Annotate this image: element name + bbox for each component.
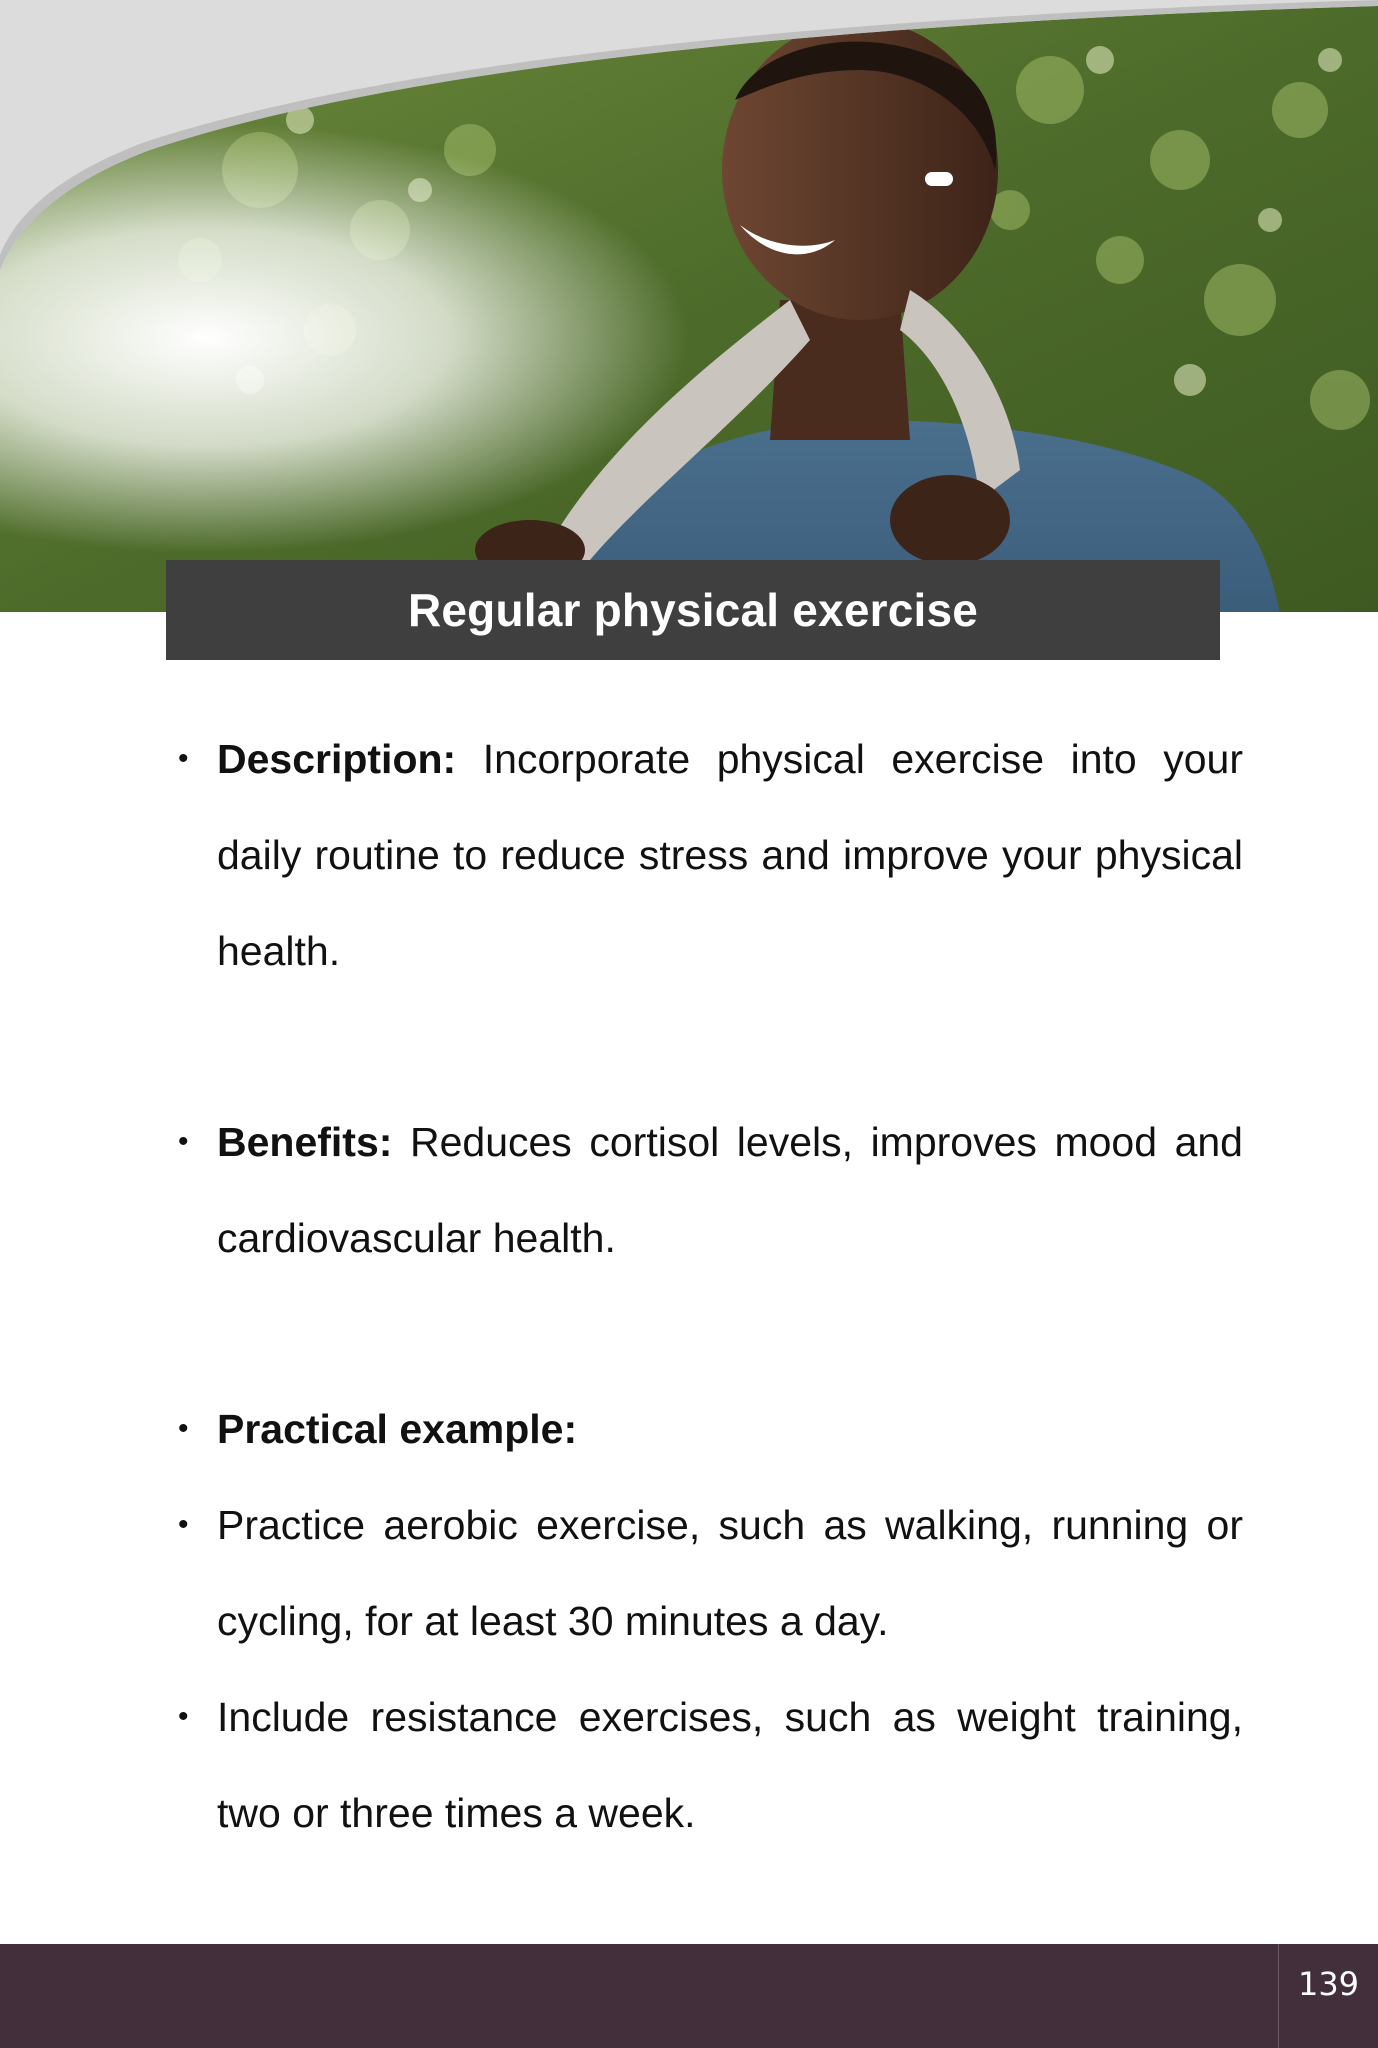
list-item-aerobic [172, 1477, 1243, 1669]
item-label: Description: [217, 736, 457, 782]
item-text: Include resistance exercises, such as weight training, two or three times a week. [217, 1694, 1243, 1836]
section-title: Regular physical exercise [407, 584, 979, 636]
list-item-benefits [172, 1094, 1243, 1286]
bullet-icon: • [178, 1508, 189, 1541]
hero-photo [0, 0, 1378, 615]
bullet-icon: • [178, 742, 189, 775]
footer-bar [0, 1944, 1378, 2048]
item-label: Practical example: [217, 1406, 578, 1452]
item-label: Benefits: [217, 1119, 393, 1165]
bullet-icon: • [178, 1412, 189, 1445]
list-item-resistance [172, 1669, 1243, 1861]
page-number: 139 [1297, 1965, 1360, 2003]
section-title-bar [166, 560, 1220, 660]
list-item-practical-example [172, 1381, 1243, 1477]
item-text: Reduces cortisol levels, improves mood and cardiovascular health. [217, 1119, 1243, 1261]
content-list [172, 711, 1243, 1861]
hero-image [0, 0, 1378, 615]
item-text: Practice aerobic exercise, such as walking, running or cycling, for at least 30 minutes a day. [217, 1502, 1243, 1644]
bullet-icon: • [178, 1125, 189, 1158]
item-text: Incorporate physical exercise into your daily routine to reduce stress and improve your physical health. [217, 736, 1243, 974]
list-item-description [172, 711, 1243, 999]
bullet-icon: • [178, 1700, 189, 1733]
